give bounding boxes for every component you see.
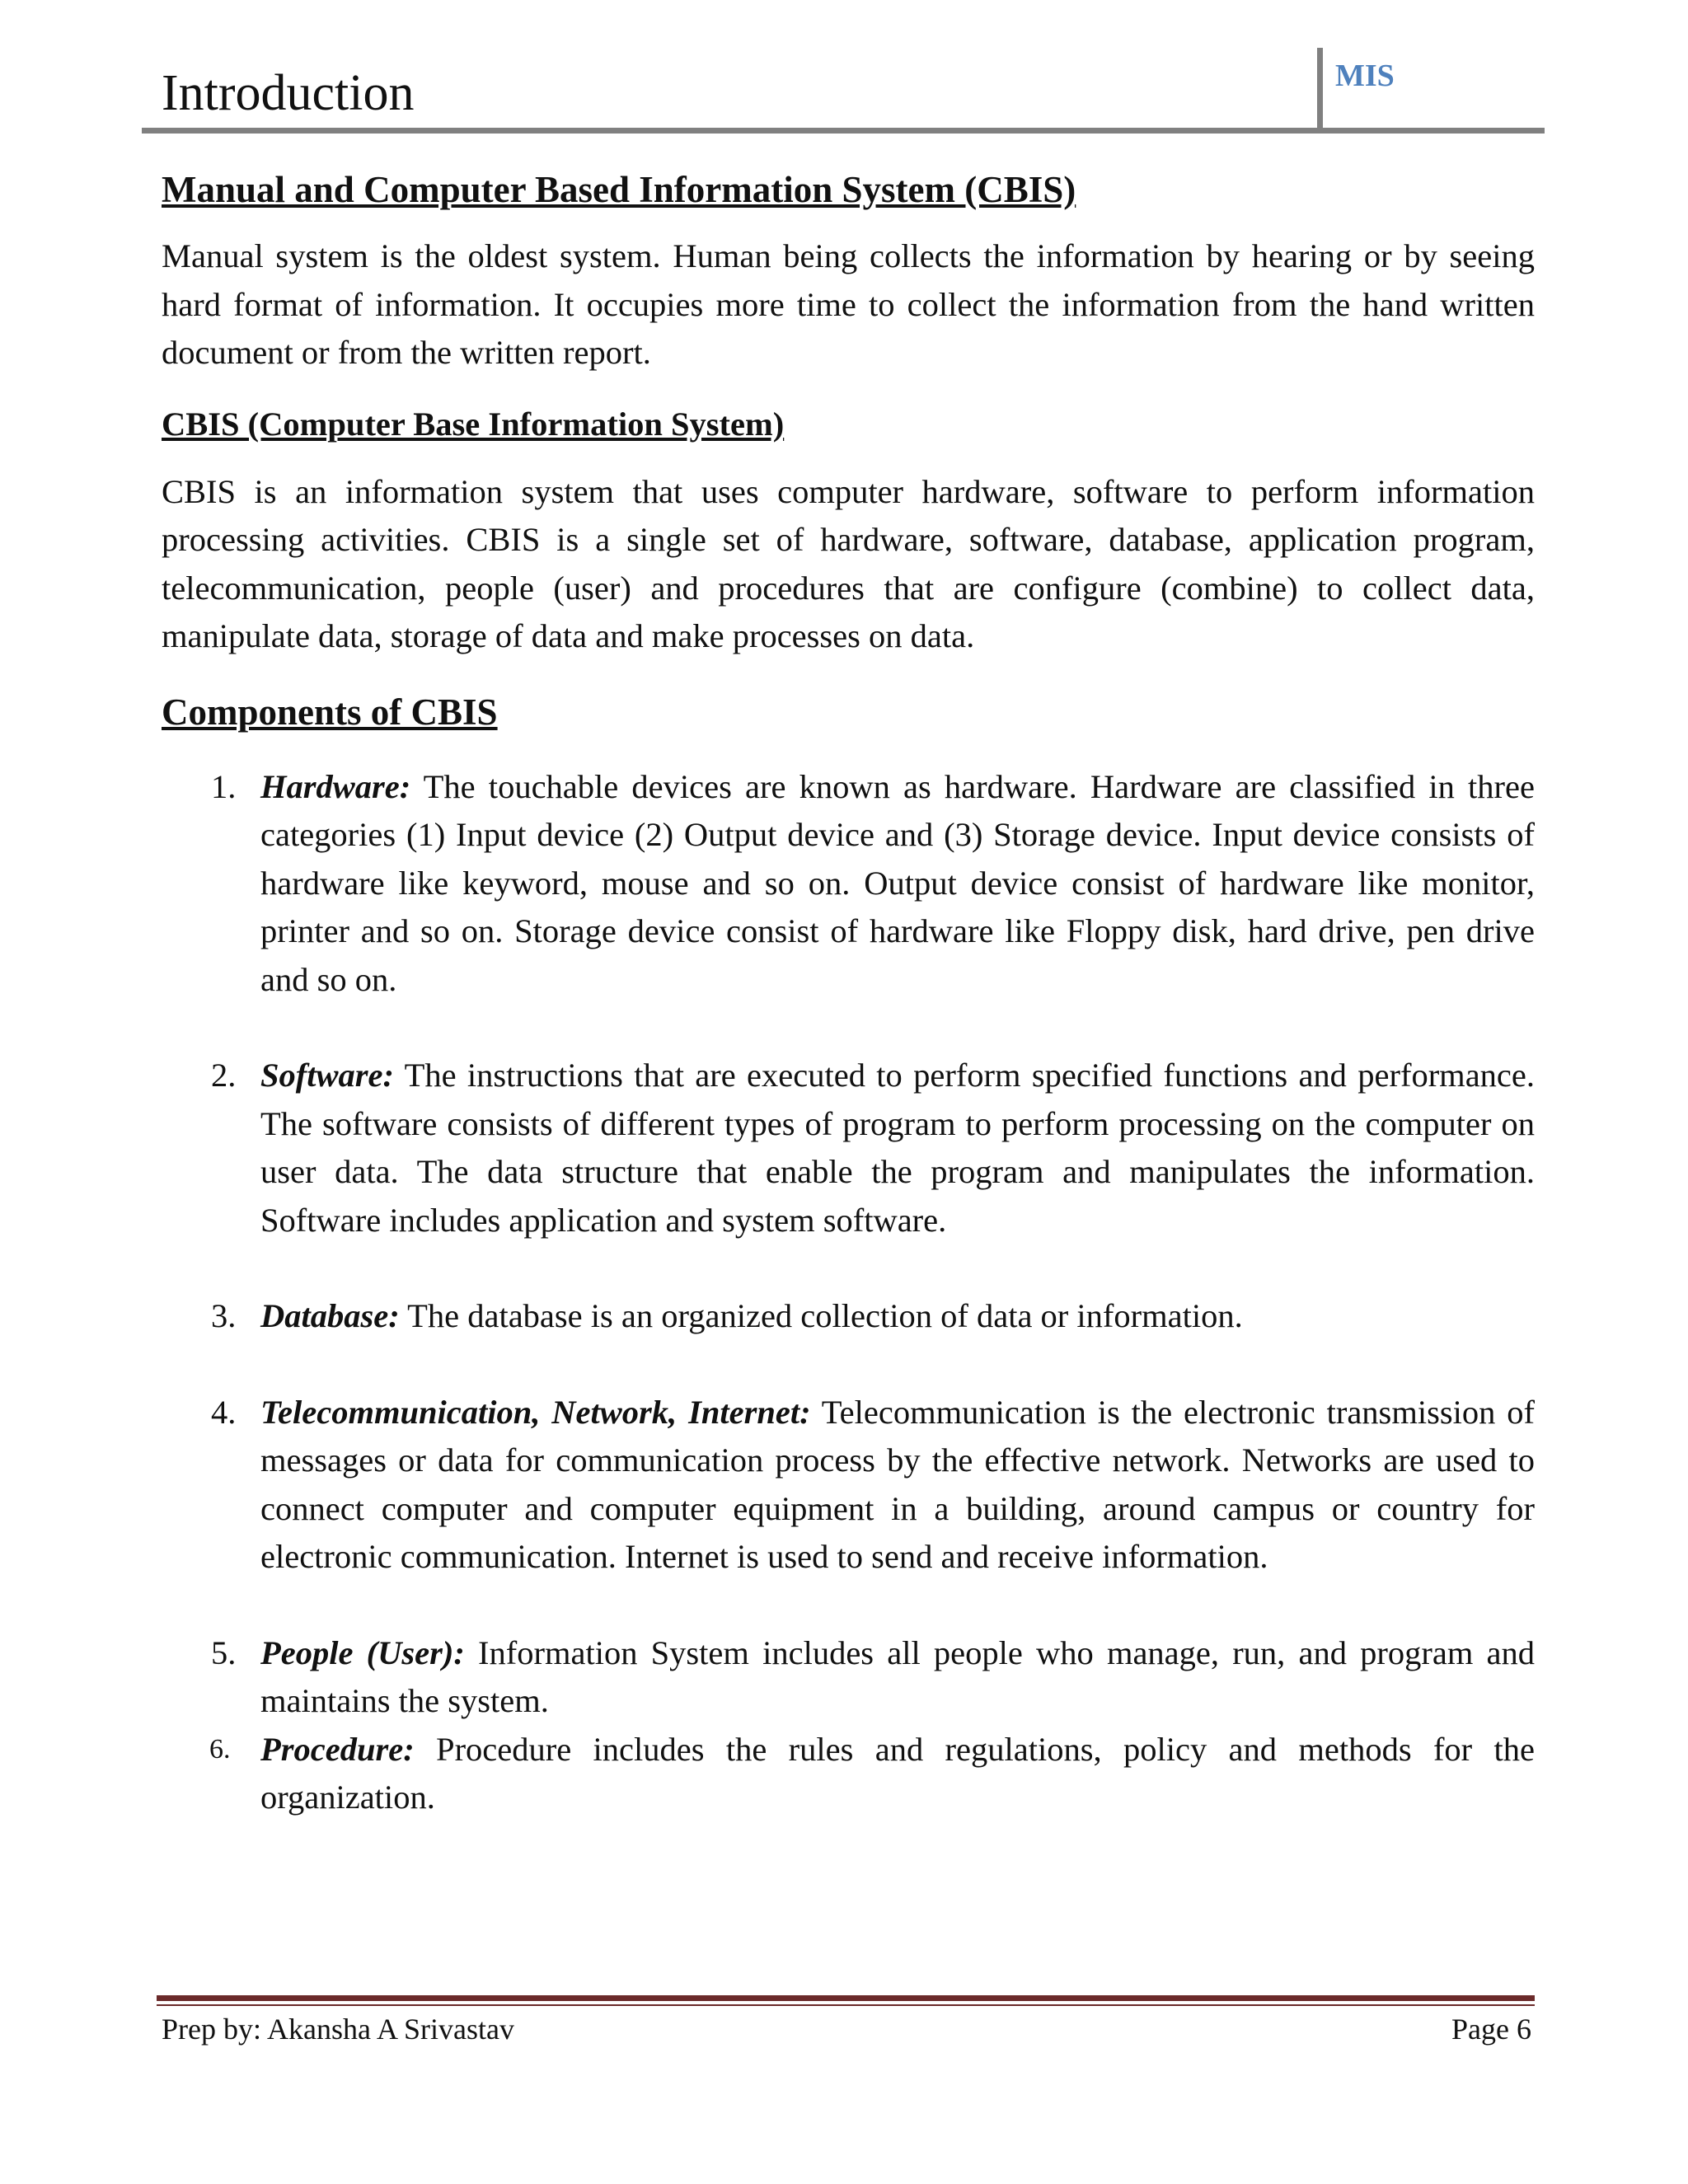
list-number: 5. [211, 1633, 237, 1671]
list-item-people [162, 1629, 1535, 1726]
list-number: 1. [211, 767, 237, 805]
paragraph-cbis: CBIS is an information system that uses computer hardware, software to perform information processing activities. CBIS is a single set of hardware, software, database, application program, telecommunication, people (user) and procedures that are configure (combine) to collect data, manipulate data, storage of data and make processes on data. [162, 472, 1535, 654]
term-label: Hardware: [260, 767, 411, 805]
term-label: Procedure: [260, 1730, 415, 1768]
heading-manual-cbis: Manual and Computer Based Information System (CBIS) [162, 169, 1076, 210]
header-rule [142, 128, 1545, 134]
header-label: MIS [1335, 59, 1395, 93]
paragraph-manual-system: Manual system is the oldest system. Human being collects the information by hearing or by seeing hard format of information. It occupies more time to collect the information from the hand written document or from the written report. [162, 237, 1535, 371]
header-divider [1317, 48, 1323, 130]
term-label: Software: [260, 1057, 394, 1094]
list-number: 3. [211, 1297, 237, 1334]
term-description: Telecommunication is the electronic transmission of messages or data for communication process by the effective network. Networks are used to connect computer and computer equipment in a building, around campus or country for electronic communication. Internet is used to send and receive information. [260, 1393, 1535, 1575]
term-label: People (User): [260, 1633, 465, 1671]
footer-page-number: Page 6 [1451, 2013, 1531, 2046]
header-title: Introduction [162, 65, 415, 121]
term-description: The touchable devices are known as hardware. Hardware are classified in three categories (1) Input device (2) Output device and (3) Storage device. Input device consists of hardware like keyword, mouse and so on. Output device consist of hardware like monitor, printer and so on. Storage device consist of hardware like Floppy disk, hard drive, pen drive and so on. [260, 767, 1535, 998]
list-number: 2. [211, 1057, 237, 1094]
term-label: Database: [260, 1297, 400, 1334]
list-item-software [162, 1052, 1535, 1244]
footer-author: Prep by: Akansha A Srivastav [162, 2013, 514, 2046]
heading-components: Components of CBIS [162, 691, 498, 733]
footer-rule-thin [157, 2004, 1535, 2006]
list-item-procedure [162, 1726, 1535, 1822]
term-label: Telecommunication, Network, Internet: [260, 1393, 811, 1431]
components-list [162, 763, 1535, 1822]
list-item-database [162, 1292, 1535, 1341]
term-description: The instructions that are executed to perform specified functions and performance. The software consists of different types of program to perform processing on the computer on user data. The data structure that enable the program and manipulates the information. Software includes application and system software. [260, 1057, 1535, 1239]
page-header [142, 48, 1545, 134]
list-number: 4. [211, 1393, 237, 1431]
footer-rule [157, 1995, 1535, 2001]
heading-cbis: CBIS (Computer Base Information System) [162, 405, 785, 443]
term-description: The database is an organized collection of data or information. [399, 1297, 1243, 1334]
term-description: Information System includes all people who manage, run, and program and maintains the system. [260, 1633, 1535, 1719]
term-description: Procedure includes the rules and regulations, policy and methods for the organization. [260, 1730, 1535, 1816]
list-item-telecommunication [162, 1389, 1535, 1582]
list-number: 6. [209, 1733, 231, 1765]
page-content [162, 165, 1535, 1822]
list-item-hardware [162, 763, 1535, 1005]
